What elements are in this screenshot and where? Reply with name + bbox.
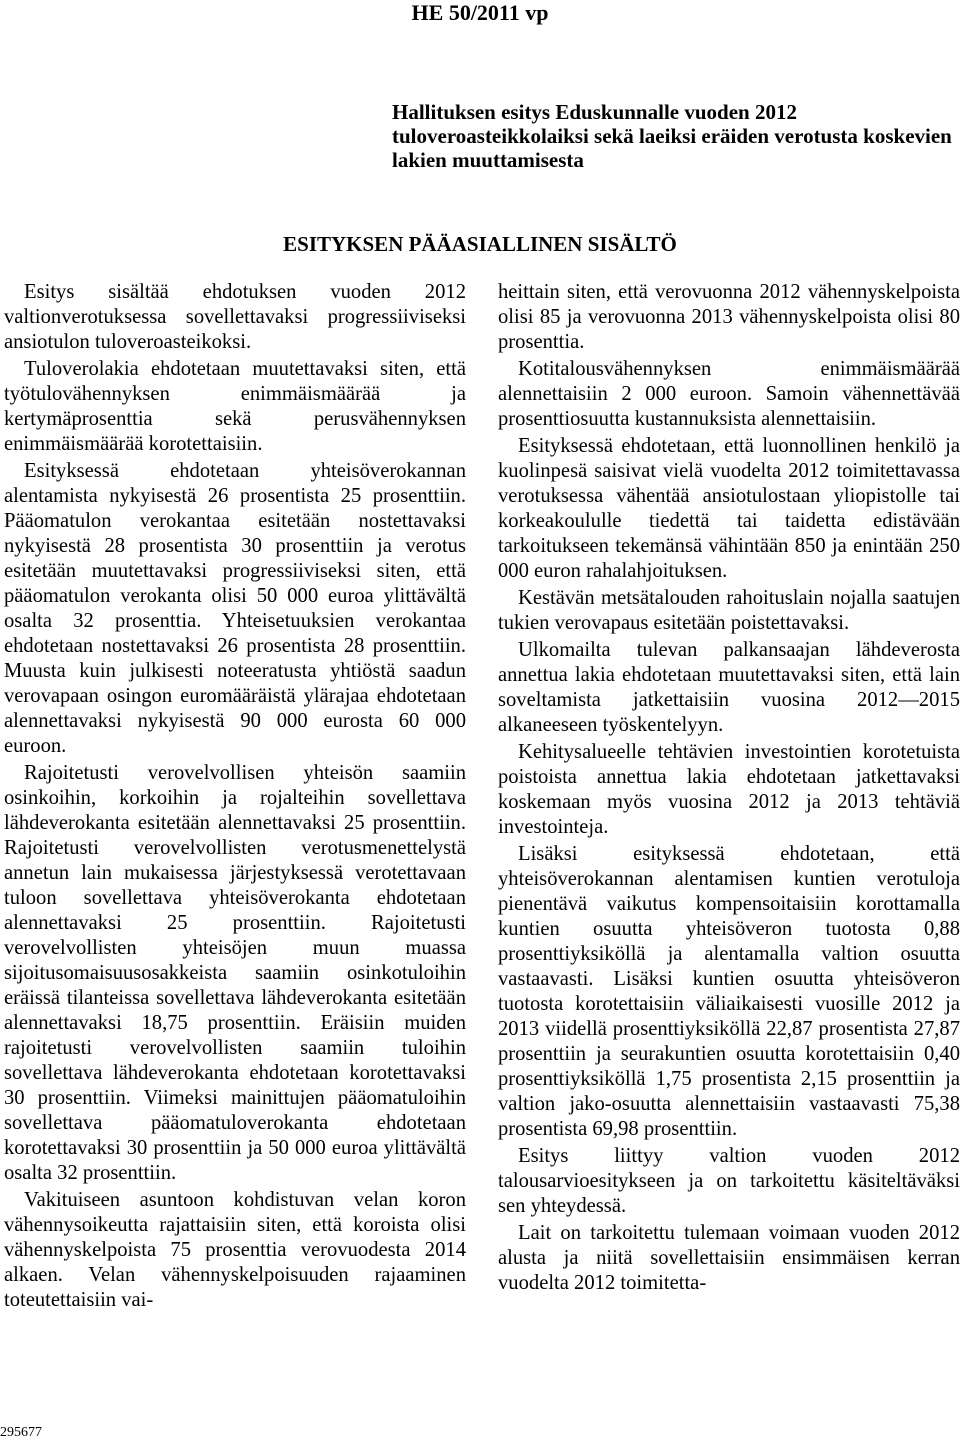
paragraph: Kestävän metsätalouden rahoituslain nojalla saatujen tukien verovapaus esitetään poistettavaksi. bbox=[498, 587, 960, 634]
paragraph: Tuloverolakia ehdotetaan muutettavaksi siten, että työtulovähennyksen enimmäismäärää ja kertymäprosenttia sekä perusvähennyksen enimmäismäärää korotettaisiin. bbox=[4, 358, 466, 455]
left-column bbox=[4, 280, 466, 1315]
right-column bbox=[498, 280, 960, 1298]
paragraph: Esitys liittyy valtion vuoden 2012 talousarvioesitykseen ja on tarkoitettu käsiteltäväksi sen yhteydessä. bbox=[498, 1145, 960, 1217]
document-title: Hallituksen esitys Eduskunnalle vuoden 2012 tuloveroasteikkolaiksi sekä laeiksi eräiden verotusta koskevien lakien muuttamisesta bbox=[392, 100, 952, 172]
paragraph: Lait on tarkoitettu tulemaan voimaan vuoden 2012 alusta ja niitä sovellettaisiin ensimmäisen kerran vuodelta 2012 toimitetta- bbox=[498, 1222, 960, 1294]
document-id: HE 50/2011 vp bbox=[411, 0, 549, 25]
paragraph: Rajoitetusti verovelvollisen yhteisön saamiin osinkoihin, korkoihin ja rojalteihin sovellettava lähdeverokanta esitetään alennettavaksi 25 prosenttiin. Rajoitetusti verovelvollisten verotusmenettelystä annetun lain mukaisessa järjestyksessä verotettavaan tuloon sovellettava yhteisöverokanta ehdotetaan alennettavaksi 25 prosenttiin. Rajoitetusti verovelvollisten yhteisöjen muun muassa sijoitusomaisuusosakkeista saamiin osinkotuloihin eräissä tilanteissa sovellettava lähdeverokanta esitetään alennettavaksi 18,75 prosenttiin. Eräisiin muiden rajoitetusti verovelvollisten saamiin tuloihin sovellettava lähdeverokanta ehdotetaan korotettavaksi 30 prosenttiin. Viimeksi mainittujen pääomatuloihin sovellettava pääomatuloverokanta ehdotetaan korotettavaksi 30 prosenttiin ja 50 000 euroa ylittävältä osalta 32 prosenttiin. bbox=[4, 762, 466, 1184]
paragraph: Esityksessä ehdotetaan yhteisöverokannan alentamista nykyisestä 26 prosentista 25 prosenttiin. Pääomatulon verokantaa esitetään nostettavaksi nykyisestä 28 prosentista 30 prosenttiin ja verotus esitetään muutettavaksi progressiiviseksi siten, että pääomatulon verokanta olisi 50 000 euroa ylittävältä osalta 32 prosenttia. Yhteisetuuksien verokantaa ehdotetaan nostettavaksi 26 prosentista 28 prosenttiin. Muusta kuin julkisesti noteeratusta yhtiöstä saadun verovapaan osingon euromääräistä ylärajaa ehdotetaan alennettavaksi nykyisestä 90 000 eurosta 60 000 euroon. bbox=[4, 460, 466, 757]
paragraph: Vakituiseen asuntoon kohdistuvan velan koron vähennysoikeutta rajattaisiin siten, että koroista olisi vähennyskelpoista 75 prosenttia verovuodesta 2014 alkaen. Velan vähennyskelpoisuuden rajaaminen toteutettaisiin vai- bbox=[4, 1189, 466, 1311]
paragraph: Kehitysalueelle tehtävien investointien korotetuista poistoista annettua lakia ehdotetaan jatkettavaksi koskemaan myös vuosina 2012 ja 2013 tehtäviä investointeja. bbox=[498, 741, 960, 838]
paragraph: Ulkomailta tulevan palkansaajan lähdeverosta annettua lakia ehdotetaan muutettavaksi siten, että lain soveltamista jatkettaisiin vuosina 2012—2015 alkaneeseen työskentelyyn. bbox=[498, 639, 960, 736]
paragraph: heittain siten, että verovuonna 2012 vähennyskelpoista olisi 85 ja verovuonna 2013 vähennyskelpoista olisi 80 prosenttia. bbox=[498, 281, 960, 353]
paragraph: Kotitalousvähennyksen enimmäismäärää alennettaisiin 2 000 euroon. Samoin vähennettävää prosenttiosuutta kustannuksista alennettaisiin. bbox=[498, 358, 960, 430]
document-code: 295677 bbox=[0, 1425, 42, 1440]
paragraph: Lisäksi esityksessä ehdotetaan, että yhteisöverokannan alentamisen kuntien verotuloja pienentävä vaikutus kompensoitaisiin korottamalla kuntien osuutta yhteisöveron tuotosta 0,88 prosenttiyksiköllä ja alentamalla valtion osuutta vastaavasti. Lisäksi kuntien osuutta yhteisöveron tuotosta korotettaisiin väliaikaisesti vuosille 2012 ja 2013 viidellä prosenttiyksiköllä 22,87 prosentista 27,87 prosenttiin ja seurakuntien osuutta korotettaisiin 0,40 prosenttiyksiköllä 1,75 prosentista 2,15 prosenttiin ja valtion jako-osuutta alennettaisiin vastaavasti 75,38 prosentista 69,98 prosenttiin. bbox=[498, 843, 960, 1140]
paragraph: Esitys sisältää ehdotuksen vuoden 2012 valtionverotuksessa sovellettavaksi progressiiviseksi ansiotulon tuloveroasteikoksi. bbox=[4, 281, 466, 353]
section-heading: ESITYKSEN PÄÄASIALLINEN SISÄLTÖ bbox=[283, 232, 677, 256]
paragraph: Esityksessä ehdotetaan, että luonnollinen henkilö ja kuolinpesä saisivat vielä vuodelta 2012 toimitettavassa verotuksessa vähentää ansiotulostaan yliopistolle tai korkeakoululle tiedettä tai taidetta edistävään tarkoitukseen tekemänsä vähintään 850 ja enintään 250 000 euron rahalahjoituksen. bbox=[498, 435, 960, 582]
